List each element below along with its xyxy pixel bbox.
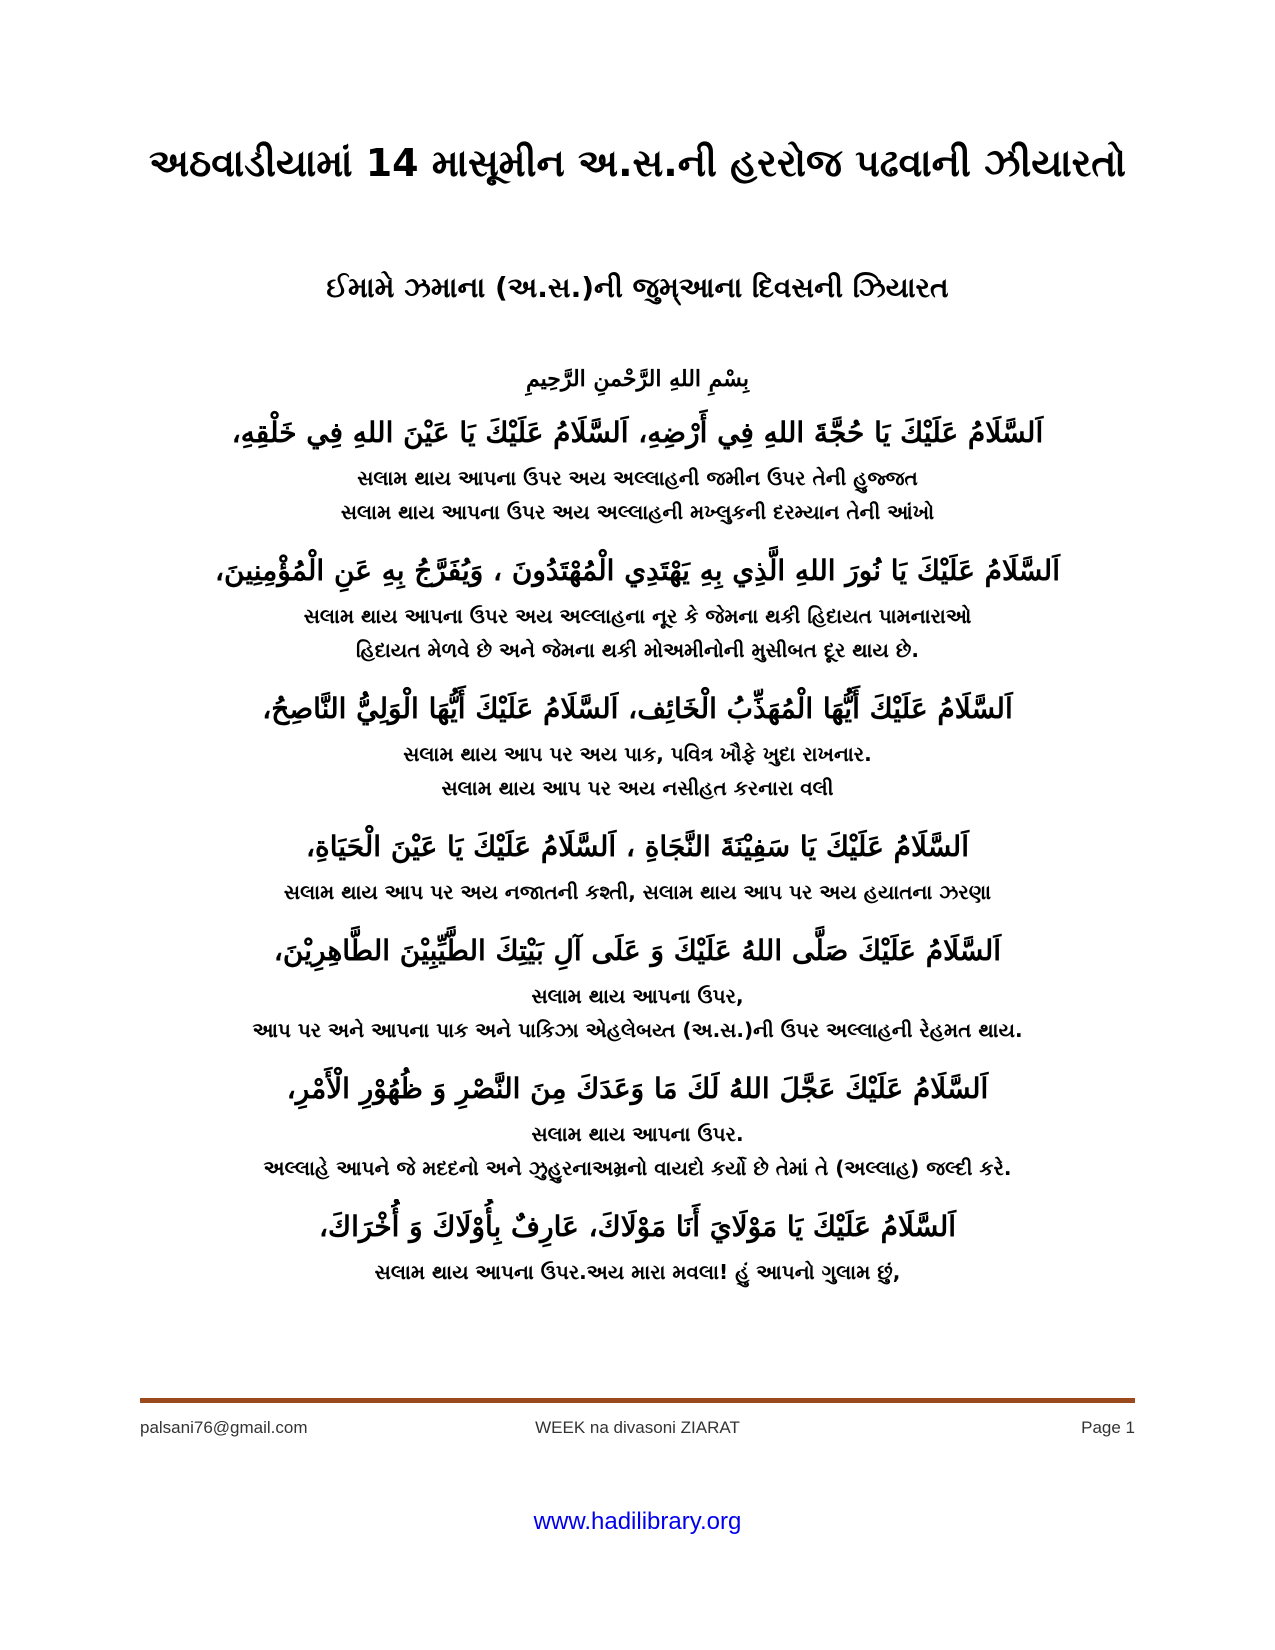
verse-block <box>60 543 1215 667</box>
gujarati-translation-line: સલામ થાય આપના ઉપર અય અલ્લાહની મખ્લુકની દરમ્યાન તેની આંખો <box>340 500 935 524</box>
gujarati-translation-line: સલામ થાય આપના ઉપર.અય મારા મવલા! હું આપનો ગુલામ છું, <box>374 1260 901 1284</box>
document-title: અઠવાડીયામાં 14 માસૂમીન અ.સ.ની હરરોજ પઢવાની ઝીયારતો <box>149 141 1126 185</box>
gujarati-translation-line: હિદાયત મેળવે છે અને જેમના થકી મોઅમીનોની મુસીબત દૂર થાય છે. <box>356 638 919 662</box>
gujarati-translation-line: આપ પર અને આપના પાક અને પાકિઝા એહલેબય્ત (અ.સ.)ની ઉપર અલ્લાહની રેહમત થાય. <box>252 1018 1023 1042</box>
block-spacer <box>60 1047 1215 1061</box>
ziyarat-text-body <box>60 405 1215 1289</box>
footer-title: WEEK na divasoni ZIARAT <box>535 1418 740 1437</box>
block-spacer <box>60 667 1215 681</box>
verse-block <box>60 923 1215 1047</box>
footer-divider <box>140 1398 1135 1403</box>
bismillah-heading: بِسْمِ اللهِ الرَّحْمنِ الرَّحِيمِ <box>525 366 750 392</box>
block-spacer <box>60 805 1215 819</box>
gujarati-translation-line: સલામ થાય આપના ઉપર, <box>531 984 744 1008</box>
gujarati-translation-line: સલામ થાય આપ પર અય નજાતની કશ્તી, સલામ થાય આપ પર અય હયાતના ઝરણા <box>283 880 992 904</box>
verse-block <box>60 681 1215 805</box>
gujarati-translation-line: સલામ થાય આપ પર અય નસીહત કરનારા વલી <box>441 776 834 800</box>
arabic-verse: اَلسَّلَامُ عَلَيْكَ صَلَّى اللهُ عَلَيْكَ وَ عَلَى آلِ بَيْتِكَ الطَّيِّبِيْنَ الطَّاهِرِيْنَ، <box>273 934 1002 967</box>
arabic-verse: اَلسَّلَامُ عَلَيْكَ يَا نُورَ اللهِ الَّذِي بِهِ يَهْتَدِي الْمُهْتَدُونَ ، وَيُفَرَّجُ بِهِ عَنِ الْمُؤْمِنِينَ، <box>215 554 1060 587</box>
gujarati-translation-line: સલામ થાય આપના ઉપર અય અલ્લાહના નૂર કે જેમના થકી હિદાયત પામનારાઓ <box>303 604 972 628</box>
gujarati-translation-line: સલામ થાય આપના ઉપર. <box>531 1122 744 1146</box>
footer-email: palsani76@gmail.com <box>140 1418 308 1437</box>
verse-block <box>60 405 1215 529</box>
verse-block <box>60 819 1215 909</box>
block-spacer <box>60 529 1215 543</box>
footer-page-number: Page 1 <box>1081 1418 1135 1437</box>
arabic-verse: اَلسَّلَامُ عَلَيْكَ يَا سَفِيْنَةَ النَّجَاةِ ، اَلسَّلَامُ عَلَيْكَ يَا عَيْنَ الْحَيَاةِ، <box>306 830 969 863</box>
arabic-verse: اَلسَّلَامُ عَلَيْكَ عَجَّلَ اللهُ لَكَ مَا وَعَدَكَ مِنَ النَّصْرِ وَ ظُهُوْرِ الْأَمْرِ، <box>286 1072 989 1105</box>
gujarati-translation-line: સલામ થાય આપના ઉપર અય અલ્લાહની જમીન ઉપર તેની હુજ્જત <box>357 466 918 490</box>
arabic-verse: اَلسَّلَامُ عَلَيْكَ يَا مَوْلَايَ أَنَا مَوْلَاكَ، عَارِفٌ بِأُوْلَاكَ وَ أُخْرَاكَ، <box>318 1210 957 1243</box>
arabic-verse: اَلسَّلَامُ عَلَيْكَ يَا حُجَّةَ اللهِ فِي أَرْضِهِ، اَلسَّلَامُ عَلَيْكَ يَا عَيْنَ اللهِ فِي خَلْقِهِ، <box>231 416 1044 449</box>
website-link[interactable]: www.hadilibrary.org <box>533 1508 742 1535</box>
page-footer <box>140 1418 1135 1442</box>
gujarati-translation-line: સલામ થાય આપ પર અય પાક, પવિત્ર ખૌફે ખુદા રાખનાર. <box>403 742 872 766</box>
verse-block <box>60 1199 1215 1289</box>
verse-block <box>60 1061 1215 1185</box>
gujarati-translation-line: અલ્લાહે આપને જે મદદનો અને ઝુહુરનાઅમ્રનો વાયદો કર્યો છે તેમાં તે (અલ્લાહ) જલ્દી કરે. <box>263 1156 1012 1180</box>
block-spacer <box>60 909 1215 923</box>
arabic-verse: اَلسَّلَامُ عَلَيْكَ أَيُّهَا الْمُهَذِّبُ الْخَائِف، اَلسَّلَامُ عَلَيْكَ أَيُّهَا الْوَلِيُّ النَّاصِحُ، <box>262 692 1013 725</box>
block-spacer <box>60 1185 1215 1199</box>
document-subtitle: ઈમામે ઝમાના (અ.સ.)ની જુમ્આના દિવસની ઝિયારત <box>326 271 949 304</box>
